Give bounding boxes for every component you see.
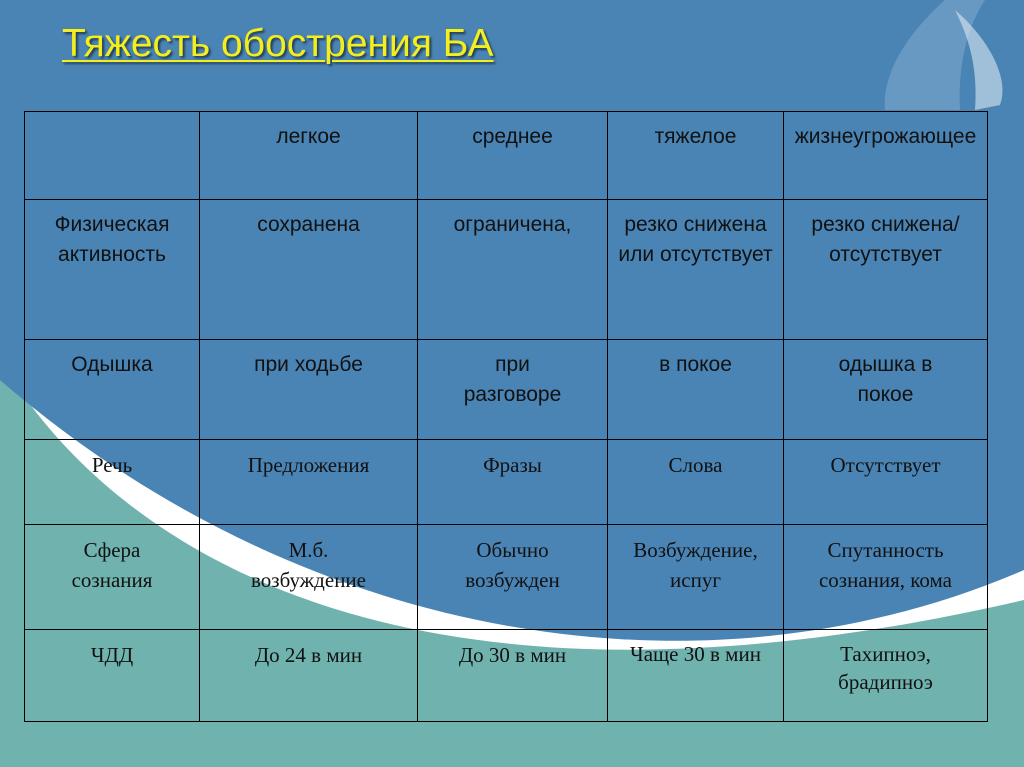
table-row-respiratory-rate bbox=[25, 630, 988, 722]
table-cell: Тахипноэ, брадипноэ bbox=[784, 630, 988, 722]
table-row-speech bbox=[25, 440, 988, 525]
table-cell: М.б. возбуждение bbox=[200, 525, 418, 630]
header-cell-moderate: среднее bbox=[418, 112, 608, 200]
slide-title: Тяжесть обострения БА bbox=[62, 22, 494, 65]
table-cell: резко снижена или отсутствует bbox=[608, 200, 784, 340]
header-cell-empty bbox=[25, 112, 200, 200]
table-cell: Предложения bbox=[200, 440, 418, 525]
table-cell: Чаще 30 в мин bbox=[608, 630, 784, 722]
table-row-physical-activity bbox=[25, 200, 988, 340]
severity-table bbox=[24, 111, 988, 722]
table-row-consciousness bbox=[25, 525, 988, 630]
row-label: ЧДД bbox=[25, 630, 200, 722]
table-header-row bbox=[25, 112, 988, 200]
table-cell: Отсутствует bbox=[784, 440, 988, 525]
table-cell: До 30 в мин bbox=[418, 630, 608, 722]
table-cell: при разговоре bbox=[418, 340, 608, 440]
header-cell-severe: тяжелое bbox=[608, 112, 784, 200]
row-label: Сфера сознания bbox=[25, 525, 200, 630]
header-cell-life-threatening: жизнеугрожающее bbox=[784, 112, 988, 200]
row-label: Речь bbox=[25, 440, 200, 525]
table-cell: резко снижена/ отсутствует bbox=[784, 200, 988, 340]
table-cell: ограничена, bbox=[418, 200, 608, 340]
table-cell: Фразы bbox=[418, 440, 608, 525]
table-cell: в покое bbox=[608, 340, 784, 440]
table-cell: сохранена bbox=[200, 200, 418, 340]
table-cell: одышка в покое bbox=[784, 340, 988, 440]
table-cell: при ходьбе bbox=[200, 340, 418, 440]
table-row-dyspnea bbox=[25, 340, 988, 440]
table-cell: Спутанность сознания, кома bbox=[784, 525, 988, 630]
row-label: Одышка bbox=[25, 340, 200, 440]
table-cell: Слова bbox=[608, 440, 784, 525]
header-cell-mild: легкое bbox=[200, 112, 418, 200]
table-cell: Обычно возбужден bbox=[418, 525, 608, 630]
table-cell: До 24 в мин bbox=[200, 630, 418, 722]
table-cell: Возбуждение, испуг bbox=[608, 525, 784, 630]
row-label: Физическая активность bbox=[25, 200, 200, 340]
